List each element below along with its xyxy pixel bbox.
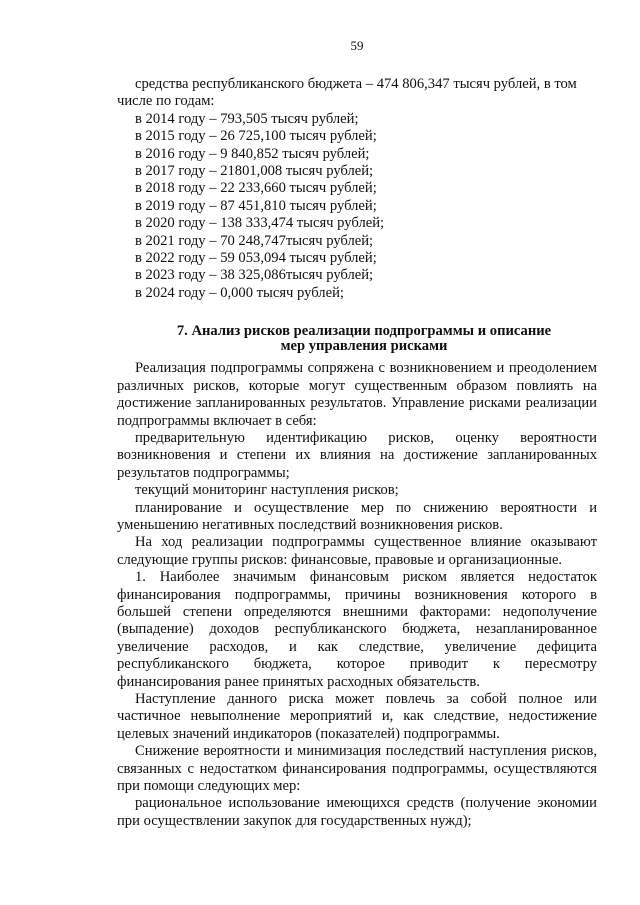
budget-year-2021: в 2021 году – 70 248,747тысяч рублей; bbox=[135, 232, 374, 249]
budget-year-2016: в 2016 году – 9 840,852 тысяч рублей; bbox=[135, 145, 370, 162]
budget-intro-continuation: числе по годам: bbox=[117, 93, 215, 110]
budget-year-2014: в 2014 году – 793,505 тысяч рублей; bbox=[135, 110, 359, 127]
paragraph-risk-management: Реализация подпрограммы сопряжена с возникновением и преодолением различных рисков, которые могут существенным образом повлиять на достижение запланированных результатов. Управление рисками реализации подпрограммы включает в себя: bbox=[117, 360, 597, 429]
paragraph-rational-use: рациональное использование имеющихся средств (получение экономии при осуществлении закупок для государственных нужд); bbox=[117, 795, 597, 829]
paragraph-risk-groups: На ход реализации подпрограммы существенное влияние оказывают следующие группы рисков: финансовые, правовые и организационные. bbox=[117, 534, 597, 568]
budget-year-2019: в 2019 году – 87 451,810 тысяч рублей; bbox=[135, 197, 377, 214]
budget-intro-line: средства республиканского бюджета – 474 806,347 тысяч рублей, в том bbox=[135, 76, 577, 92]
budget-year-2023: в 2023 году – 38 325,086тысяч рублей; bbox=[135, 267, 374, 284]
paragraph-risk-planning: планирование и осуществление мер по снижению вероятности и уменьшению негативных последствий возникновения рисков. bbox=[117, 499, 597, 533]
budget-year-2024: в 2024 году – 0,000 тысяч рублей; bbox=[135, 284, 344, 301]
section-heading-line2: мер управления рисками bbox=[280, 338, 448, 355]
budget-year-2017: в 2017 году – 21801,008 тысяч рублей; bbox=[135, 163, 374, 180]
section-heading-line1: 7. Анализ рисков реализации подпрограммы и описание bbox=[176, 323, 552, 340]
paragraph-risk-identification: предварительную идентификацию рисков, оценку вероятности возникновения и степени их влияния на достижение запланированных результатов подпрограммы; bbox=[117, 429, 597, 481]
budget-year-2018: в 2018 году – 22 233,660 тысяч рублей; bbox=[135, 180, 377, 197]
page-number: 59 bbox=[350, 38, 364, 53]
section-heading bbox=[117, 324, 597, 354]
paragraph-risk-consequences: Наступление данного риска может повлечь за собой полное или частичное невыполнение мероприятий и, как следствие, недостижение целевых значений индикаторов (показателей) подпрограммы. bbox=[117, 691, 597, 742]
paragraph-risk-monitoring: текущий мониторинг наступления рисков; bbox=[135, 482, 399, 499]
paragraph-financial-risk: 1. Наиболее значимым финансовым риском является недостаток финансирования подпрограммы, причины возникновения которого в большей степени определяются внешними факторами: недополучение (выпадение) доходов республиканского бюджета, незапланированное увеличение расходов, и как следствие, увеличение дефицита республиканского бюджета, которое приводит к пересмотру финансирования ранее принятых расходных обязательств. bbox=[117, 569, 597, 690]
budget-year-2015: в 2015 году – 26 725,100 тысяч рублей; bbox=[135, 128, 377, 145]
paragraph-risk-mitigation: Снижение вероятности и минимизация последствий наступления рисков, связанных с недостатком финансирования подпрограммы, осуществляются при помощи следующих мер: bbox=[117, 743, 597, 795]
budget-year-2020: в 2020 году – 138 333,474 тысяч рублей; bbox=[135, 215, 385, 232]
budget-year-2022: в 2022 году – 59 053,094 тысяч рублей; bbox=[135, 250, 377, 267]
